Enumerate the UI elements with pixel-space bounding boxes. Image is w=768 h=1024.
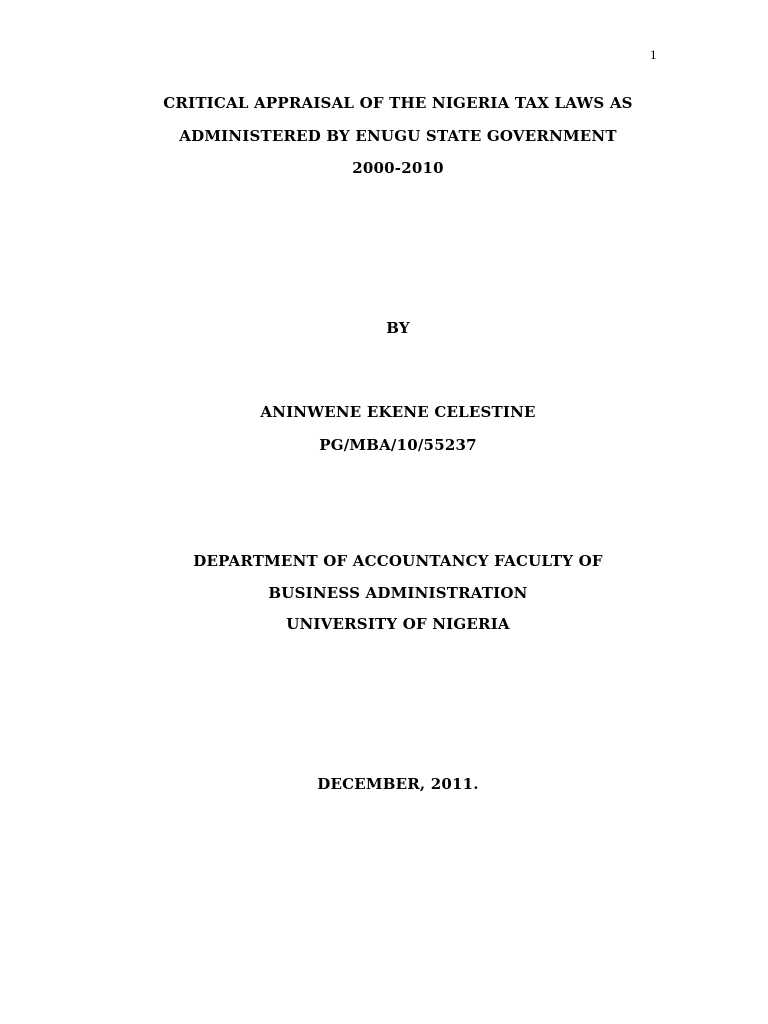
by-label: BY <box>386 319 410 337</box>
registration-number: PG/MBA/10/55237 <box>319 436 477 454</box>
author-name: ANINWENE EKENE CELESTINE <box>260 403 536 421</box>
faculty-line: BUSINESS ADMINISTRATION <box>268 584 528 602</box>
department-line: DEPARTMENT OF ACCOUNTANCY FACULTY OF <box>193 552 603 570</box>
university-line: UNIVERSITY OF NIGERIA <box>286 615 510 633</box>
title-line-2: ADMINISTERED BY ENUGU STATE GOVERNMENT <box>179 127 617 145</box>
page-number: 1 <box>650 47 657 62</box>
submission-date: DECEMBER, 2011. <box>317 775 479 793</box>
title-line-1: CRITICAL APPRAISAL OF THE NIGERIA TAX LAWS AS <box>163 94 633 112</box>
title-years: 2000-2010 <box>352 159 444 177</box>
